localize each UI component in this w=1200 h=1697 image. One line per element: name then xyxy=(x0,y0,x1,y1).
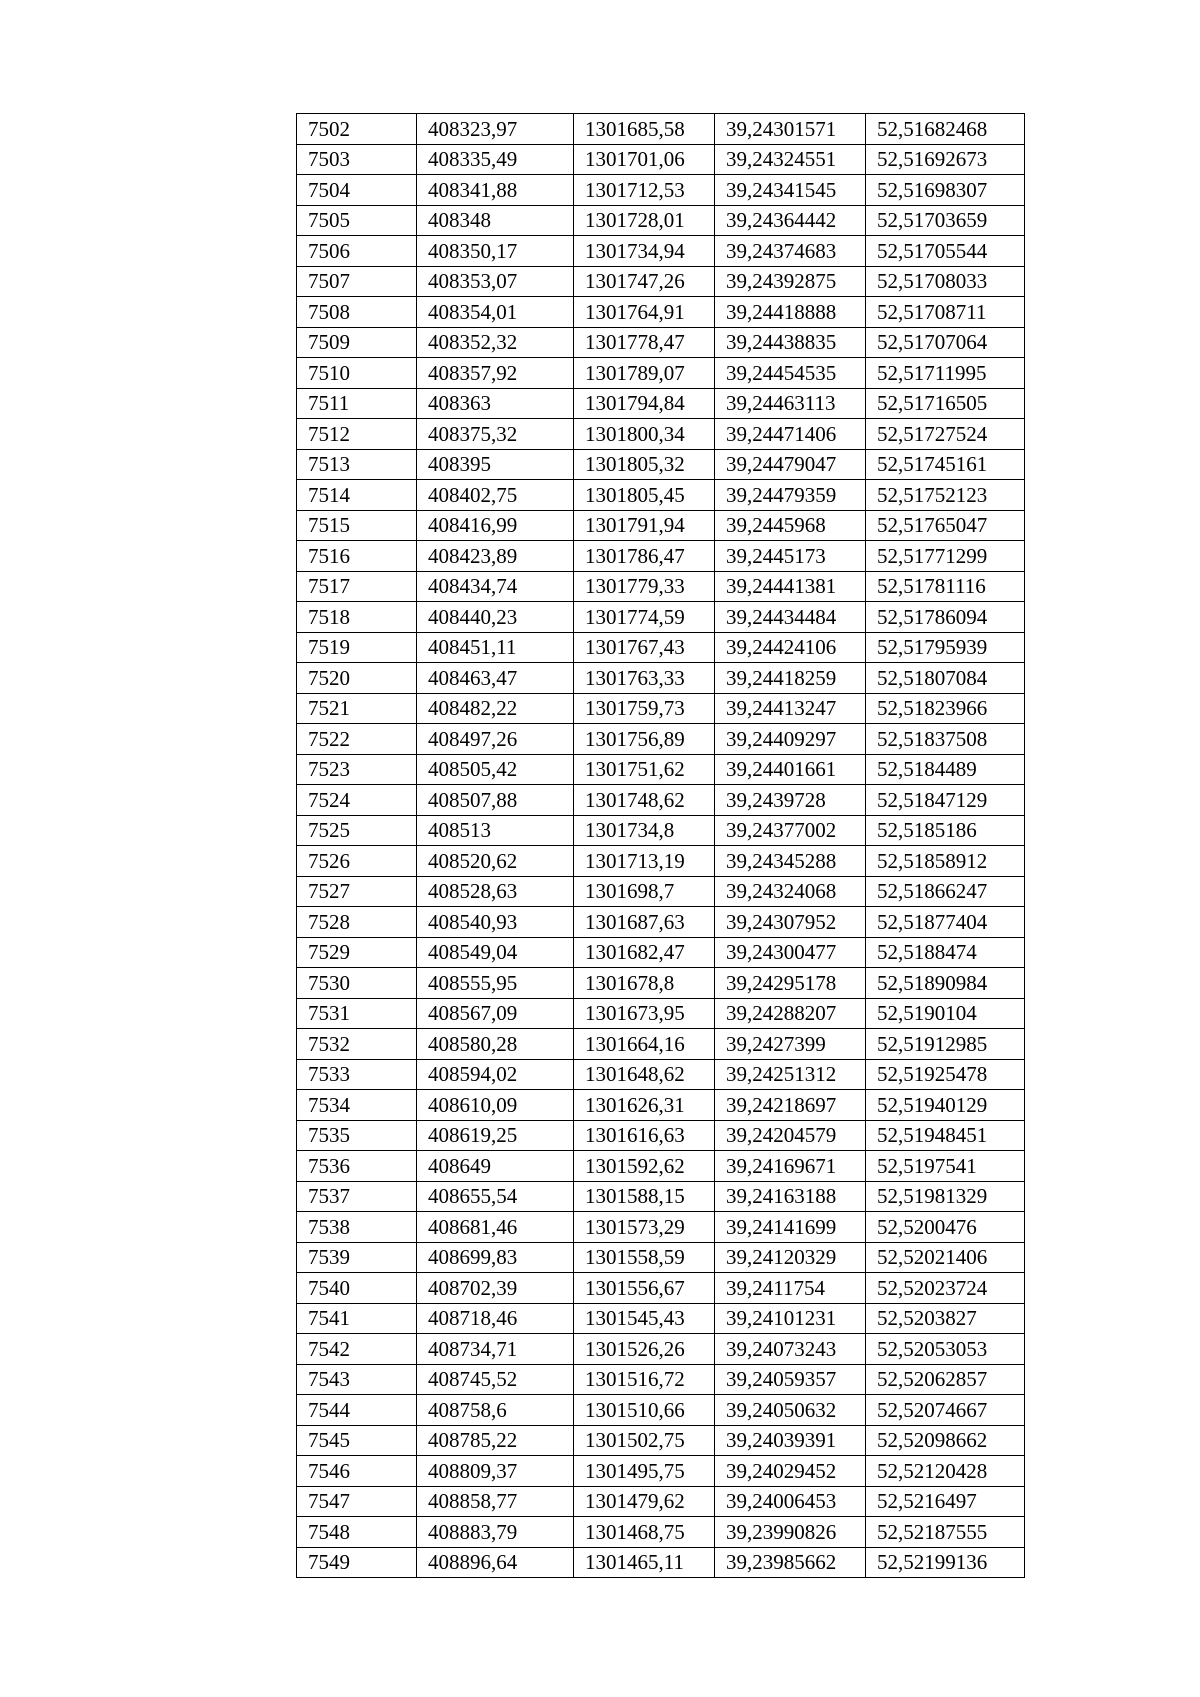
x-coordinate-cell: 408440,23 xyxy=(417,602,574,633)
latitude-cell: 52,51752123 xyxy=(866,480,1025,511)
table-row xyxy=(297,541,1025,572)
point-number-cell: 7510 xyxy=(297,358,417,389)
point-number-cell: 7534 xyxy=(297,1090,417,1121)
table-row xyxy=(297,602,1025,633)
x-coordinate-cell: 408745,52 xyxy=(417,1364,574,1395)
point-number-cell: 7530 xyxy=(297,968,417,999)
point-number-cell: 7542 xyxy=(297,1334,417,1365)
longitude-cell: 39,24471406 xyxy=(715,419,866,450)
y-coordinate-cell: 1301626,31 xyxy=(574,1090,715,1121)
x-coordinate-cell: 408353,07 xyxy=(417,266,574,297)
y-coordinate-cell: 1301778,47 xyxy=(574,327,715,358)
x-coordinate-cell: 408451,11 xyxy=(417,632,574,663)
longitude-cell: 39,24101231 xyxy=(715,1303,866,1334)
latitude-cell: 52,52199136 xyxy=(866,1547,1025,1578)
table-row xyxy=(297,419,1025,450)
y-coordinate-cell: 1301789,07 xyxy=(574,358,715,389)
latitude-cell: 52,52023724 xyxy=(866,1273,1025,1304)
y-coordinate-cell: 1301556,67 xyxy=(574,1273,715,1304)
table-row xyxy=(297,480,1025,511)
longitude-cell: 39,2439728 xyxy=(715,785,866,816)
y-coordinate-cell: 1301734,94 xyxy=(574,236,715,267)
longitude-cell: 39,2445968 xyxy=(715,510,866,541)
latitude-cell: 52,52187555 xyxy=(866,1517,1025,1548)
latitude-cell: 52,51890984 xyxy=(866,968,1025,999)
point-number-cell: 7515 xyxy=(297,510,417,541)
latitude-cell: 52,51948451 xyxy=(866,1120,1025,1151)
table-row xyxy=(297,510,1025,541)
y-coordinate-cell: 1301712,53 xyxy=(574,175,715,206)
point-number-cell: 7547 xyxy=(297,1486,417,1517)
longitude-cell: 39,24418888 xyxy=(715,297,866,328)
point-number-cell: 7512 xyxy=(297,419,417,450)
longitude-cell: 39,24073243 xyxy=(715,1334,866,1365)
y-coordinate-cell: 1301767,43 xyxy=(574,632,715,663)
latitude-cell: 52,51795939 xyxy=(866,632,1025,663)
table-row xyxy=(297,1212,1025,1243)
table-row xyxy=(297,1395,1025,1426)
longitude-cell: 39,24295178 xyxy=(715,968,866,999)
latitude-cell: 52,52120428 xyxy=(866,1456,1025,1487)
table-row xyxy=(297,1425,1025,1456)
point-number-cell: 7535 xyxy=(297,1120,417,1151)
table-row xyxy=(297,937,1025,968)
latitude-cell: 52,51692673 xyxy=(866,144,1025,175)
y-coordinate-cell: 1301805,45 xyxy=(574,480,715,511)
point-number-cell: 7532 xyxy=(297,1029,417,1060)
table-row xyxy=(297,1029,1025,1060)
table-row xyxy=(297,175,1025,206)
x-coordinate-cell: 408348 xyxy=(417,205,574,236)
table-row xyxy=(297,1151,1025,1182)
longitude-cell: 39,24424106 xyxy=(715,632,866,663)
table-row xyxy=(297,266,1025,297)
point-number-cell: 7544 xyxy=(297,1395,417,1426)
table-row xyxy=(297,876,1025,907)
x-coordinate-cell: 408335,49 xyxy=(417,144,574,175)
longitude-cell: 39,24479359 xyxy=(715,480,866,511)
x-coordinate-cell: 408655,54 xyxy=(417,1181,574,1212)
x-coordinate-cell: 408718,46 xyxy=(417,1303,574,1334)
x-coordinate-cell: 408681,46 xyxy=(417,1212,574,1243)
point-number-cell: 7506 xyxy=(297,236,417,267)
table-row xyxy=(297,449,1025,480)
y-coordinate-cell: 1301682,47 xyxy=(574,937,715,968)
longitude-cell: 39,24441381 xyxy=(715,571,866,602)
latitude-cell: 52,51698307 xyxy=(866,175,1025,206)
longitude-cell: 39,24377002 xyxy=(715,815,866,846)
latitude-cell: 52,5184489 xyxy=(866,754,1025,785)
latitude-cell: 52,52074667 xyxy=(866,1395,1025,1426)
point-number-cell: 7511 xyxy=(297,388,417,419)
latitude-cell: 52,52098662 xyxy=(866,1425,1025,1456)
y-coordinate-cell: 1301764,91 xyxy=(574,297,715,328)
x-coordinate-cell: 408734,71 xyxy=(417,1334,574,1365)
latitude-cell: 52,51727524 xyxy=(866,419,1025,450)
table-row xyxy=(297,815,1025,846)
x-coordinate-cell: 408402,75 xyxy=(417,480,574,511)
y-coordinate-cell: 1301468,75 xyxy=(574,1517,715,1548)
x-coordinate-cell: 408497,26 xyxy=(417,724,574,755)
point-number-cell: 7525 xyxy=(297,815,417,846)
longitude-cell: 39,24364442 xyxy=(715,205,866,236)
table-row xyxy=(297,1090,1025,1121)
table-row xyxy=(297,144,1025,175)
y-coordinate-cell: 1301687,63 xyxy=(574,907,715,938)
point-number-cell: 7516 xyxy=(297,541,417,572)
longitude-cell: 39,24392875 xyxy=(715,266,866,297)
x-coordinate-cell: 408513 xyxy=(417,815,574,846)
longitude-cell: 39,24300477 xyxy=(715,937,866,968)
point-number-cell: 7526 xyxy=(297,846,417,877)
latitude-cell: 52,52021406 xyxy=(866,1242,1025,1273)
latitude-cell: 52,51745161 xyxy=(866,449,1025,480)
y-coordinate-cell: 1301779,33 xyxy=(574,571,715,602)
y-coordinate-cell: 1301573,29 xyxy=(574,1212,715,1243)
latitude-cell: 52,51823966 xyxy=(866,693,1025,724)
latitude-cell: 52,51703659 xyxy=(866,205,1025,236)
point-number-cell: 7528 xyxy=(297,907,417,938)
latitude-cell: 52,51708033 xyxy=(866,266,1025,297)
y-coordinate-cell: 1301588,15 xyxy=(574,1181,715,1212)
longitude-cell: 39,24141699 xyxy=(715,1212,866,1243)
table-row xyxy=(297,754,1025,785)
x-coordinate-cell: 408505,42 xyxy=(417,754,574,785)
latitude-cell: 52,51781116 xyxy=(866,571,1025,602)
table-row xyxy=(297,1242,1025,1273)
longitude-cell: 39,24029452 xyxy=(715,1456,866,1487)
latitude-cell: 52,51858912 xyxy=(866,846,1025,877)
latitude-cell: 52,51837508 xyxy=(866,724,1025,755)
longitude-cell: 39,24434484 xyxy=(715,602,866,633)
y-coordinate-cell: 1301545,43 xyxy=(574,1303,715,1334)
x-coordinate-cell: 408341,88 xyxy=(417,175,574,206)
latitude-cell: 52,52053053 xyxy=(866,1334,1025,1365)
point-number-cell: 7546 xyxy=(297,1456,417,1487)
latitude-cell: 52,51807084 xyxy=(866,663,1025,694)
y-coordinate-cell: 1301673,95 xyxy=(574,998,715,1029)
y-coordinate-cell: 1301751,62 xyxy=(574,754,715,785)
table-row xyxy=(297,632,1025,663)
longitude-cell: 39,23990826 xyxy=(715,1517,866,1548)
y-coordinate-cell: 1301648,62 xyxy=(574,1059,715,1090)
y-coordinate-cell: 1301791,94 xyxy=(574,510,715,541)
y-coordinate-cell: 1301526,26 xyxy=(574,1334,715,1365)
point-number-cell: 7514 xyxy=(297,480,417,511)
y-coordinate-cell: 1301558,59 xyxy=(574,1242,715,1273)
y-coordinate-cell: 1301502,75 xyxy=(574,1425,715,1456)
x-coordinate-cell: 408463,47 xyxy=(417,663,574,694)
longitude-cell: 39,2411754 xyxy=(715,1273,866,1304)
y-coordinate-cell: 1301678,8 xyxy=(574,968,715,999)
longitude-cell: 39,24059357 xyxy=(715,1364,866,1395)
point-number-cell: 7504 xyxy=(297,175,417,206)
latitude-cell: 52,51981329 xyxy=(866,1181,1025,1212)
latitude-cell: 52,51912985 xyxy=(866,1029,1025,1060)
point-number-cell: 7548 xyxy=(297,1517,417,1548)
latitude-cell: 52,5188474 xyxy=(866,937,1025,968)
longitude-cell: 39,24324551 xyxy=(715,144,866,175)
x-coordinate-cell: 408350,17 xyxy=(417,236,574,267)
coordinates-table-body xyxy=(297,114,1025,1578)
point-number-cell: 7523 xyxy=(297,754,417,785)
x-coordinate-cell: 408528,63 xyxy=(417,876,574,907)
longitude-cell: 39,2445173 xyxy=(715,541,866,572)
longitude-cell: 39,24204579 xyxy=(715,1120,866,1151)
table-row xyxy=(297,1303,1025,1334)
point-number-cell: 7540 xyxy=(297,1273,417,1304)
y-coordinate-cell: 1301728,01 xyxy=(574,205,715,236)
y-coordinate-cell: 1301794,84 xyxy=(574,388,715,419)
y-coordinate-cell: 1301479,62 xyxy=(574,1486,715,1517)
longitude-cell: 39,24341545 xyxy=(715,175,866,206)
latitude-cell: 52,51925478 xyxy=(866,1059,1025,1090)
longitude-cell: 39,24218697 xyxy=(715,1090,866,1121)
x-coordinate-cell: 408619,25 xyxy=(417,1120,574,1151)
longitude-cell: 39,24418259 xyxy=(715,663,866,694)
y-coordinate-cell: 1301664,16 xyxy=(574,1029,715,1060)
y-coordinate-cell: 1301756,89 xyxy=(574,724,715,755)
x-coordinate-cell: 408434,74 xyxy=(417,571,574,602)
x-coordinate-cell: 408702,39 xyxy=(417,1273,574,1304)
point-number-cell: 7522 xyxy=(297,724,417,755)
table-row xyxy=(297,968,1025,999)
x-coordinate-cell: 408416,99 xyxy=(417,510,574,541)
latitude-cell: 52,51705544 xyxy=(866,236,1025,267)
table-row xyxy=(297,1120,1025,1151)
x-coordinate-cell: 408395 xyxy=(417,449,574,480)
y-coordinate-cell: 1301786,47 xyxy=(574,541,715,572)
x-coordinate-cell: 408610,09 xyxy=(417,1090,574,1121)
table-row xyxy=(297,1181,1025,1212)
point-number-cell: 7507 xyxy=(297,266,417,297)
point-number-cell: 7502 xyxy=(297,114,417,145)
point-number-cell: 7538 xyxy=(297,1212,417,1243)
table-row xyxy=(297,297,1025,328)
coordinates-table xyxy=(296,113,1025,1578)
latitude-cell: 52,51707064 xyxy=(866,327,1025,358)
longitude-cell: 39,2427399 xyxy=(715,1029,866,1060)
point-number-cell: 7537 xyxy=(297,1181,417,1212)
table-row xyxy=(297,1334,1025,1365)
table-row xyxy=(297,236,1025,267)
table-row xyxy=(297,785,1025,816)
x-coordinate-cell: 408699,83 xyxy=(417,1242,574,1273)
point-number-cell: 7536 xyxy=(297,1151,417,1182)
x-coordinate-cell: 408580,28 xyxy=(417,1029,574,1060)
latitude-cell: 52,5203827 xyxy=(866,1303,1025,1334)
longitude-cell: 39,24307952 xyxy=(715,907,866,938)
table-row xyxy=(297,1486,1025,1517)
y-coordinate-cell: 1301763,33 xyxy=(574,663,715,694)
latitude-cell: 52,51716505 xyxy=(866,388,1025,419)
x-coordinate-cell: 408423,89 xyxy=(417,541,574,572)
x-coordinate-cell: 408809,37 xyxy=(417,1456,574,1487)
point-number-cell: 7520 xyxy=(297,663,417,694)
table-row xyxy=(297,663,1025,694)
latitude-cell: 52,51682468 xyxy=(866,114,1025,145)
y-coordinate-cell: 1301747,26 xyxy=(574,266,715,297)
point-number-cell: 7505 xyxy=(297,205,417,236)
latitude-cell: 52,5216497 xyxy=(866,1486,1025,1517)
x-coordinate-cell: 408540,93 xyxy=(417,907,574,938)
longitude-cell: 39,24251312 xyxy=(715,1059,866,1090)
latitude-cell: 52,51786094 xyxy=(866,602,1025,633)
latitude-cell: 52,52062857 xyxy=(866,1364,1025,1395)
point-number-cell: 7524 xyxy=(297,785,417,816)
x-coordinate-cell: 408594,02 xyxy=(417,1059,574,1090)
latitude-cell: 52,5200476 xyxy=(866,1212,1025,1243)
point-number-cell: 7513 xyxy=(297,449,417,480)
point-number-cell: 7527 xyxy=(297,876,417,907)
latitude-cell: 52,51847129 xyxy=(866,785,1025,816)
point-number-cell: 7508 xyxy=(297,297,417,328)
longitude-cell: 39,24479047 xyxy=(715,449,866,480)
table-row xyxy=(297,205,1025,236)
table-row xyxy=(297,114,1025,145)
point-number-cell: 7503 xyxy=(297,144,417,175)
x-coordinate-cell: 408352,32 xyxy=(417,327,574,358)
table-row xyxy=(297,1517,1025,1548)
point-number-cell: 7545 xyxy=(297,1425,417,1456)
longitude-cell: 39,24301571 xyxy=(715,114,866,145)
x-coordinate-cell: 408323,97 xyxy=(417,114,574,145)
x-coordinate-cell: 408363 xyxy=(417,388,574,419)
x-coordinate-cell: 408896,64 xyxy=(417,1547,574,1578)
x-coordinate-cell: 408375,32 xyxy=(417,419,574,450)
table-row xyxy=(297,907,1025,938)
longitude-cell: 39,24374683 xyxy=(715,236,866,267)
x-coordinate-cell: 408357,92 xyxy=(417,358,574,389)
y-coordinate-cell: 1301759,73 xyxy=(574,693,715,724)
longitude-cell: 39,24345288 xyxy=(715,846,866,877)
table-row xyxy=(297,571,1025,602)
y-coordinate-cell: 1301516,72 xyxy=(574,1364,715,1395)
point-number-cell: 7521 xyxy=(297,693,417,724)
longitude-cell: 39,23985662 xyxy=(715,1547,866,1578)
point-number-cell: 7541 xyxy=(297,1303,417,1334)
table-row xyxy=(297,327,1025,358)
point-number-cell: 7519 xyxy=(297,632,417,663)
x-coordinate-cell: 408858,77 xyxy=(417,1486,574,1517)
table-row xyxy=(297,724,1025,755)
y-coordinate-cell: 1301774,59 xyxy=(574,602,715,633)
x-coordinate-cell: 408567,09 xyxy=(417,998,574,1029)
x-coordinate-cell: 408520,62 xyxy=(417,846,574,877)
y-coordinate-cell: 1301616,63 xyxy=(574,1120,715,1151)
table-row xyxy=(297,998,1025,1029)
latitude-cell: 52,5197541 xyxy=(866,1151,1025,1182)
y-coordinate-cell: 1301592,62 xyxy=(574,1151,715,1182)
x-coordinate-cell: 408507,88 xyxy=(417,785,574,816)
longitude-cell: 39,24438835 xyxy=(715,327,866,358)
table-row xyxy=(297,693,1025,724)
y-coordinate-cell: 1301465,11 xyxy=(574,1547,715,1578)
latitude-cell: 52,51877404 xyxy=(866,907,1025,938)
longitude-cell: 39,24463113 xyxy=(715,388,866,419)
x-coordinate-cell: 408785,22 xyxy=(417,1425,574,1456)
x-coordinate-cell: 408549,04 xyxy=(417,937,574,968)
x-coordinate-cell: 408555,95 xyxy=(417,968,574,999)
x-coordinate-cell: 408649 xyxy=(417,1151,574,1182)
table-row xyxy=(297,388,1025,419)
table-row xyxy=(297,1273,1025,1304)
point-number-cell: 7543 xyxy=(297,1364,417,1395)
latitude-cell: 52,51940129 xyxy=(866,1090,1025,1121)
point-number-cell: 7531 xyxy=(297,998,417,1029)
x-coordinate-cell: 408354,01 xyxy=(417,297,574,328)
table-row xyxy=(297,358,1025,389)
latitude-cell: 52,5185186 xyxy=(866,815,1025,846)
point-number-cell: 7539 xyxy=(297,1242,417,1273)
y-coordinate-cell: 1301713,19 xyxy=(574,846,715,877)
latitude-cell: 52,51771299 xyxy=(866,541,1025,572)
table-row xyxy=(297,1456,1025,1487)
latitude-cell: 52,51765047 xyxy=(866,510,1025,541)
latitude-cell: 52,51711995 xyxy=(866,358,1025,389)
table-row xyxy=(297,1059,1025,1090)
y-coordinate-cell: 1301800,34 xyxy=(574,419,715,450)
point-number-cell: 7509 xyxy=(297,327,417,358)
x-coordinate-cell: 408883,79 xyxy=(417,1517,574,1548)
point-number-cell: 7518 xyxy=(297,602,417,633)
longitude-cell: 39,24413247 xyxy=(715,693,866,724)
longitude-cell: 39,24409297 xyxy=(715,724,866,755)
y-coordinate-cell: 1301510,66 xyxy=(574,1395,715,1426)
latitude-cell: 52,51708711 xyxy=(866,297,1025,328)
longitude-cell: 39,24288207 xyxy=(715,998,866,1029)
longitude-cell: 39,24324068 xyxy=(715,876,866,907)
x-coordinate-cell: 408758,6 xyxy=(417,1395,574,1426)
y-coordinate-cell: 1301495,75 xyxy=(574,1456,715,1487)
latitude-cell: 52,5190104 xyxy=(866,998,1025,1029)
longitude-cell: 39,24163188 xyxy=(715,1181,866,1212)
point-number-cell: 7533 xyxy=(297,1059,417,1090)
latitude-cell: 52,51866247 xyxy=(866,876,1025,907)
y-coordinate-cell: 1301734,8 xyxy=(574,815,715,846)
longitude-cell: 39,24006453 xyxy=(715,1486,866,1517)
x-coordinate-cell: 408482,22 xyxy=(417,693,574,724)
longitude-cell: 39,24050632 xyxy=(715,1395,866,1426)
table-row xyxy=(297,1547,1025,1578)
longitude-cell: 39,24401661 xyxy=(715,754,866,785)
point-number-cell: 7517 xyxy=(297,571,417,602)
table-row xyxy=(297,1364,1025,1395)
point-number-cell: 7549 xyxy=(297,1547,417,1578)
point-number-cell: 7529 xyxy=(297,937,417,968)
longitude-cell: 39,24039391 xyxy=(715,1425,866,1456)
longitude-cell: 39,24454535 xyxy=(715,358,866,389)
table-row xyxy=(297,846,1025,877)
y-coordinate-cell: 1301685,58 xyxy=(574,114,715,145)
longitude-cell: 39,24120329 xyxy=(715,1242,866,1273)
y-coordinate-cell: 1301748,62 xyxy=(574,785,715,816)
longitude-cell: 39,24169671 xyxy=(715,1151,866,1182)
y-coordinate-cell: 1301698,7 xyxy=(574,876,715,907)
y-coordinate-cell: 1301701,06 xyxy=(574,144,715,175)
y-coordinate-cell: 1301805,32 xyxy=(574,449,715,480)
